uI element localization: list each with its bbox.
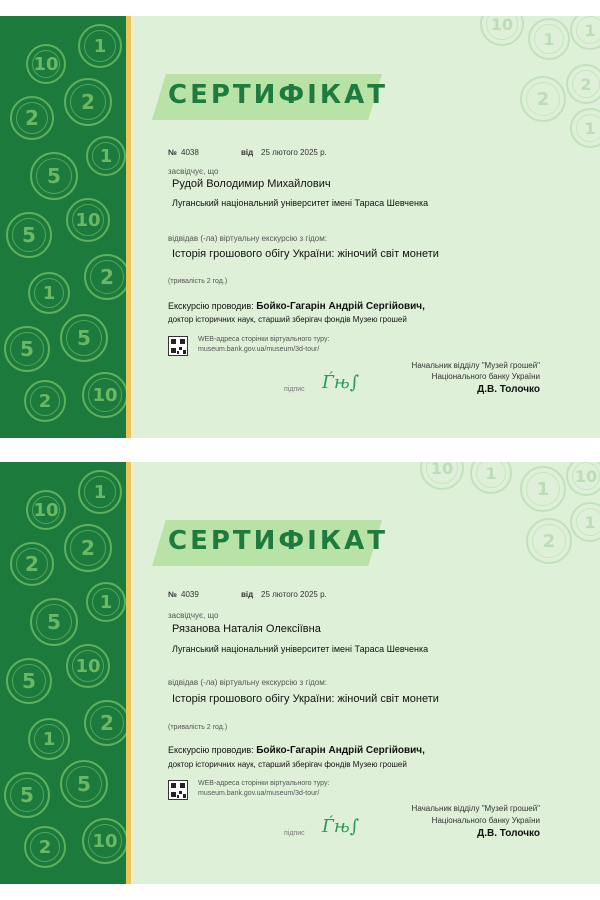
guide-name: Бойко-Гагарін Андрій Сергійович, — [256, 745, 425, 756]
coin-icon: 5 — [60, 760, 108, 808]
guide-label: Екскурсію проводив: — [168, 745, 254, 755]
web-url: museum.bank.gov.ua/museum/3d-tour/ — [198, 346, 320, 353]
qr-code-icon — [168, 336, 188, 356]
visited-text: відвідав (-ла) віртуальну екскурсію з гідом: — [168, 234, 327, 243]
faint-coin-icon: 2 — [520, 76, 566, 122]
course-title: Історія грошового обігу України: жіночий світ монети — [172, 248, 439, 260]
signature-label: підпис — [284, 830, 305, 837]
faint-coin-icon: 2 — [526, 518, 572, 564]
coin-icon: 5 — [6, 658, 52, 704]
coin-icon: 1 — [28, 272, 70, 314]
web-label: WEB-адреса сторінки віртуального туру: — [198, 780, 330, 787]
coin-icon: 2 — [84, 700, 126, 746]
coin-icon: 2 — [64, 524, 112, 572]
coin-icon: 1 — [78, 24, 122, 68]
guide-name: Бойко-Гагарін Андрій Сергійович, — [256, 301, 425, 312]
faint-coin-icon: 10 — [480, 16, 524, 46]
certificate-number: 4039 — [181, 590, 199, 599]
signature-icon: Ѓњ∫ — [322, 372, 360, 393]
faint-coin-icon: 10 — [420, 462, 464, 490]
university-name: Луганський національний університет імені Тараса Шевченка — [172, 198, 429, 208]
duration-text: (тривалість 2 год.) — [168, 724, 228, 731]
coin-icon: 5 — [30, 152, 78, 200]
certificate-number: 4038 — [181, 148, 199, 157]
coin-icon: 2 — [64, 78, 112, 126]
head-name: Д.В. Толочко — [477, 384, 540, 395]
guide-line — [168, 301, 425, 312]
coin-icon: 10 — [26, 44, 66, 84]
coin-pattern-strip — [0, 462, 126, 884]
number-label: № — [168, 590, 177, 599]
faint-coin-icon: 10 — [566, 462, 600, 496]
coin-icon: 5 — [4, 326, 50, 372]
coin-icon: 2 — [24, 380, 66, 422]
coin-icon: 1 — [86, 136, 126, 176]
university-name: Луганський національний університет імені Тараса Шевченка — [172, 644, 429, 654]
course-title: Історія грошового обігу України: жіночий світ монети — [172, 693, 439, 705]
number-label: № — [168, 148, 177, 157]
coin-icon: 2 — [10, 96, 54, 140]
signature-icon: Ѓњ∫ — [322, 816, 360, 837]
head-position-line1: Начальник відділу "Музей грошей" — [411, 361, 540, 370]
guide-title: доктор історичних наук, старший зберігач фондів Музею грошей — [168, 315, 407, 324]
coin-icon: 10 — [82, 818, 126, 864]
date-label: від — [241, 148, 254, 157]
person-name: Рязанова Наталія Олексіївна — [172, 623, 321, 635]
coin-icon: 5 — [60, 314, 108, 362]
guide-label: Екскурсію проводив: — [168, 301, 254, 311]
person-name: Рудой Володимир Михайлович — [172, 178, 331, 190]
light-stripe — [131, 462, 133, 884]
coin-icon: 2 — [24, 826, 66, 868]
faint-coin-icon: 1 — [570, 16, 600, 50]
head-position-line1: Начальник відділу "Музей грошей" — [411, 804, 540, 813]
web-url: museum.bank.gov.ua/museum/3d-tour/ — [198, 790, 320, 797]
head-position-line2: Національного банку України — [431, 816, 540, 825]
duration-text: (тривалість 2 год.) — [168, 278, 228, 285]
faint-coin-icon: 1 — [520, 466, 566, 512]
head-name: Д.В. Толочко — [477, 828, 540, 839]
certifies-text: засвідчує, що — [168, 167, 219, 176]
faint-coin-icon: 1 — [528, 18, 570, 60]
qr-code-icon — [168, 780, 188, 800]
coin-icon: 1 — [28, 718, 70, 760]
certificate-2 — [0, 462, 600, 884]
coin-icon: 5 — [30, 598, 78, 646]
certificate-title: СЕРТИФІКАТ — [168, 80, 388, 110]
light-stripe — [131, 16, 133, 438]
web-label: WEB-адреса сторінки віртуального туру: — [198, 336, 330, 343]
visited-text: відвідав (-ла) віртуальну екскурсію з гідом: — [168, 678, 327, 687]
coin-icon: 1 — [78, 470, 122, 514]
coin-icon: 2 — [84, 254, 126, 300]
coin-icon: 5 — [6, 212, 52, 258]
coin-icon: 10 — [82, 372, 126, 418]
faint-coin-icon: 1 — [570, 502, 600, 542]
faint-coin-icon: 1 — [570, 108, 600, 148]
certificate-1 — [0, 16, 600, 438]
signature-label: підпис — [284, 386, 305, 393]
coin-icon: 1 — [86, 582, 126, 622]
guide-line — [168, 745, 425, 756]
certifies-text: засвідчує, що — [168, 611, 219, 620]
coin-icon: 10 — [26, 490, 66, 530]
coin-icon: 2 — [10, 542, 54, 586]
certificate-date: 25 лютого 2025 р. — [261, 148, 327, 157]
faint-coin-icon: 2 — [566, 64, 600, 104]
faint-coin-icon: 1 — [470, 462, 512, 494]
certificate-title: СЕРТИФІКАТ — [168, 526, 388, 556]
coin-pattern-strip — [0, 16, 126, 438]
coin-icon: 10 — [66, 644, 110, 688]
date-label: від — [241, 590, 254, 599]
coin-icon: 10 — [66, 198, 110, 242]
certificate-date: 25 лютого 2025 р. — [261, 590, 327, 599]
head-position-line2: Національного банку України — [431, 372, 540, 381]
coin-icon: 5 — [4, 772, 50, 818]
guide-title: доктор історичних наук, старший зберігач фондів Музею грошей — [168, 760, 407, 769]
